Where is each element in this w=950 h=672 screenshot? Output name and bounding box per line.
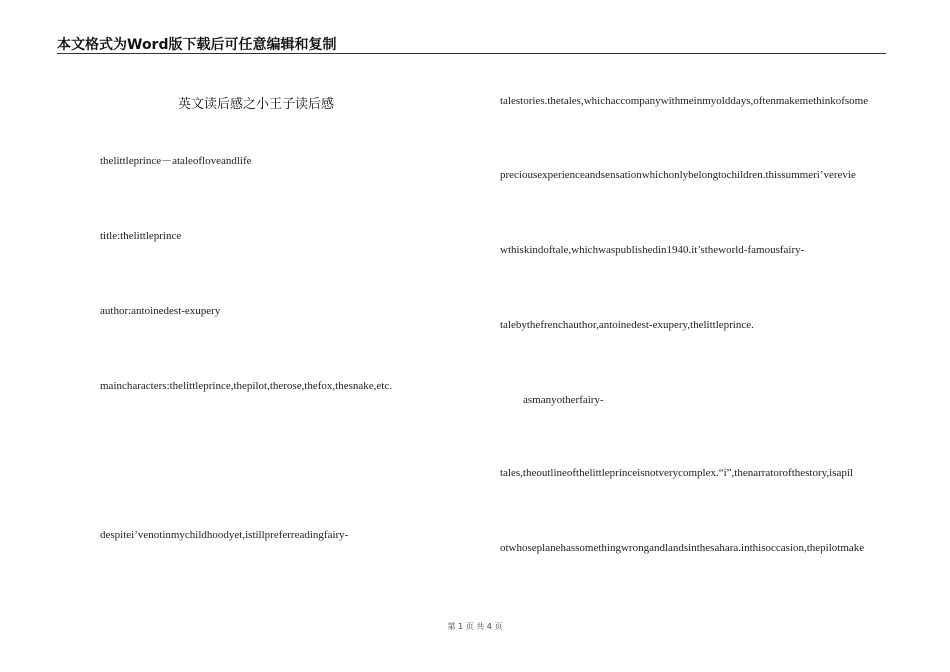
right-paragraph-line: talestories.thetales,whichaccompanywithmeinmyolddays,oftenmakemethinkofsome <box>500 95 869 107</box>
right-paragraph-line: otwhoseplanehassomethingwrongandlandsinthesahara.inthisoccasion,thepilotmake <box>500 542 865 554</box>
left-paragraph-line: title:thelittleprince <box>100 230 182 242</box>
right-paragraph-line: preciousexperienceandsensationwhichonlybelongtochildren.thissummeri’vereviе <box>500 169 856 181</box>
left-paragraph-line: despitei’venotinmychildhoodyet,istillpreferreadingfairy- <box>100 529 349 541</box>
right-paragraph-line: asmanyotherfairy- <box>523 394 604 406</box>
page-header: 本文格式为Word版下载后可任意编辑和复制 <box>57 37 337 53</box>
left-paragraph-line: maincharacters:thelittleprince,thepilot,therose,thefox,thesnake,etc. <box>100 380 392 392</box>
page-number: 第 1 页 共 4 页 <box>447 622 503 631</box>
left-paragraph-line: thelittleprince－ataleofloveandlife <box>100 155 252 167</box>
header-divider <box>57 53 886 54</box>
document-title: 英文读后感之小王子读后感 <box>178 97 335 112</box>
right-paragraph-line: wthiskindoftale,whichwaspublishedin1940.it’stheworld-famousfairy- <box>500 244 805 256</box>
right-paragraph-line: tales,theoutlineofthelittleprinceisnotverycomplex.“i”,thenarratorofthestory,isapil <box>500 467 853 479</box>
right-paragraph-line: talebythefrenchauthor,antoinedest-exupery,thelittleprince. <box>500 319 754 331</box>
left-paragraph-line: author:antoinedest-exupery <box>100 305 221 317</box>
